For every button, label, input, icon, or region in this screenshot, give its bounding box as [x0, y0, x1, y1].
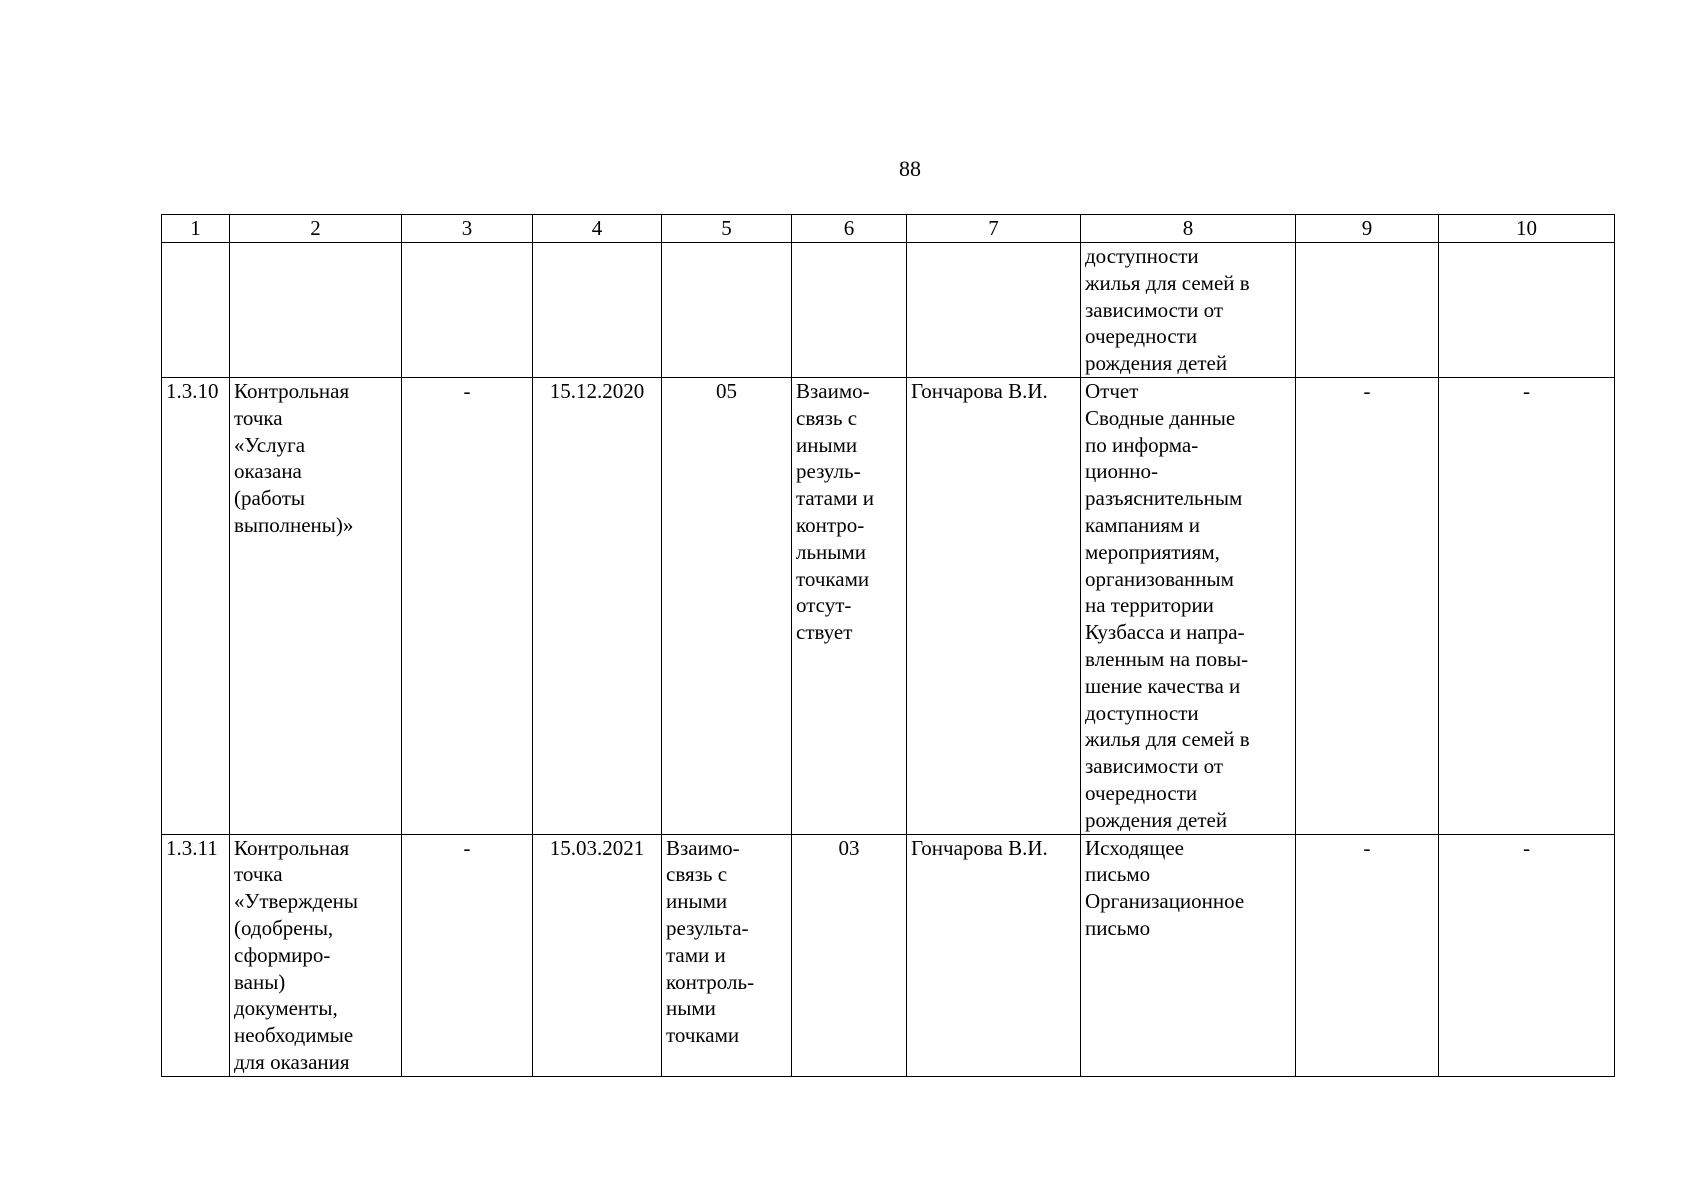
- column-header: 7: [907, 215, 1081, 243]
- document-cell: Отчет Сводные данные по информа- ционно- разъяснительным кампаниям и мероприятиям, организованным на территории Кузбасса и напра- вленным на повы- шение качества и доступности жилья для семей в зависимости от очередности рождения детей: [1081, 378, 1296, 835]
- column-header: 5: [662, 215, 792, 243]
- col10-cell: -: [1439, 834, 1615, 1076]
- table-row: [162, 243, 1615, 378]
- event-name-cell: Контрольная точка «Утверждены (одобрены, сформиро- ваны) документы, необходимые для оказания: [230, 834, 402, 1076]
- column-header: 2: [230, 215, 402, 243]
- col10-cell: -: [1439, 378, 1615, 835]
- event-name-cell: [230, 243, 402, 378]
- start-date-cell: -: [402, 834, 533, 1076]
- type-cell: 03: [792, 834, 907, 1076]
- end-date-cell: [533, 243, 662, 378]
- column-header: 8: [1081, 215, 1296, 243]
- table-row: [162, 834, 1615, 1076]
- table-row: [162, 378, 1615, 835]
- row-number-cell: 1.3.11: [162, 834, 230, 1076]
- type-cell: [662, 243, 792, 378]
- end-date-cell: 15.03.2021: [533, 834, 662, 1076]
- col9-cell: -: [1296, 834, 1439, 1076]
- relation-cell: Взаимо- связь с иными резуль- татами и контро- льными точками отсут- ствует: [792, 378, 907, 835]
- responsible-cell: [907, 243, 1081, 378]
- column-header: 1: [162, 215, 230, 243]
- column-header: 9: [1296, 215, 1439, 243]
- responsible-cell: Гончарова В.И.: [907, 834, 1081, 1076]
- document-cell: Исходящее письмо Организационное письмо: [1081, 834, 1296, 1076]
- document-cell: доступности жилья для семей в зависимости от очередности рождения детей: [1081, 243, 1296, 378]
- row-number-cell: [162, 243, 230, 378]
- responsible-cell: Гончарова В.И.: [907, 378, 1081, 835]
- page-number: 88: [899, 156, 921, 181]
- start-date-cell: [402, 243, 533, 378]
- plan-table: [161, 214, 1615, 1077]
- column-header: 4: [533, 215, 662, 243]
- col9-cell: -: [1296, 378, 1439, 835]
- end-date-cell: 15.12.2020: [533, 378, 662, 835]
- col10-cell: [1439, 243, 1615, 378]
- start-date-cell: -: [402, 378, 533, 835]
- event-name-cell: Контрольная точка «Услуга оказана (работы выполнены)»: [230, 378, 402, 835]
- col9-cell: [1296, 243, 1439, 378]
- column-header: 6: [792, 215, 907, 243]
- column-header: 10: [1439, 215, 1615, 243]
- column-header: 3: [402, 215, 533, 243]
- relation-cell: Взаимо- связь с иными результа- тами и контроль- ными точками: [662, 834, 792, 1076]
- table-header-row: [162, 215, 1615, 243]
- type-cell: 05: [662, 378, 792, 835]
- row-number-cell: 1.3.10: [162, 378, 230, 835]
- relation-cell: [792, 243, 907, 378]
